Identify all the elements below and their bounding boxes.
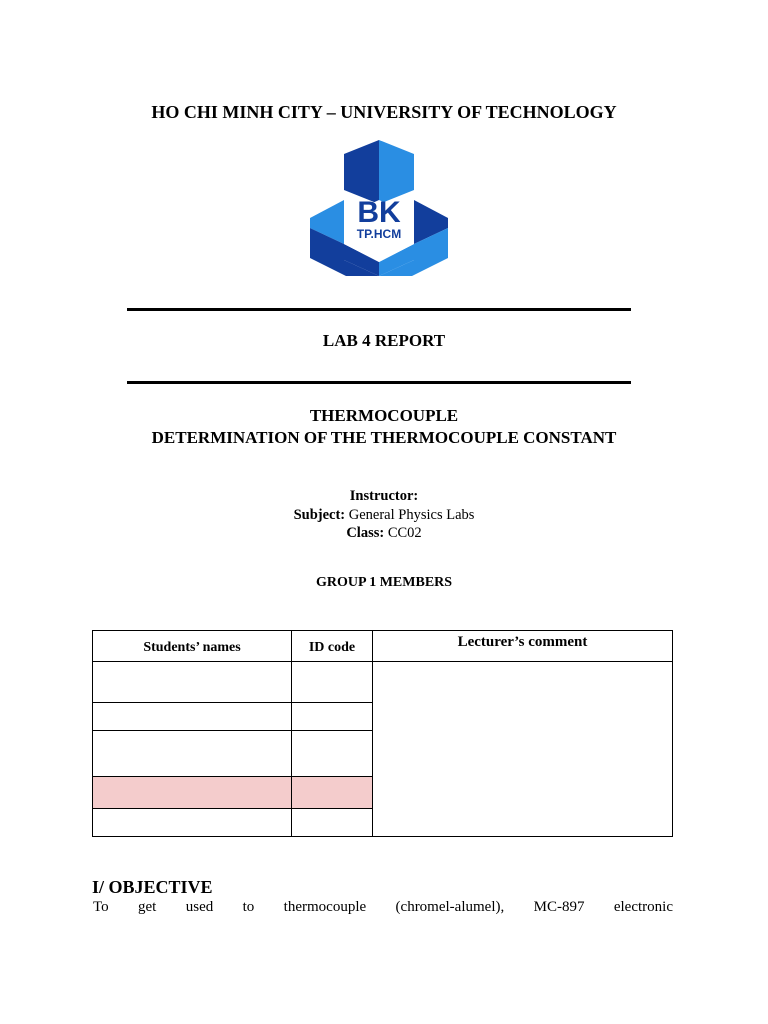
course-info	[0, 487, 768, 543]
subject-label: Subject:	[293, 506, 346, 523]
student-name-cell	[93, 662, 292, 703]
report-topic	[0, 405, 768, 449]
student-id-cell	[292, 662, 373, 703]
table-row	[93, 662, 673, 703]
student-name-cell	[93, 731, 292, 777]
university-title: HO CHI MINH CITY – UNIVERSITY OF TECHNOLOGY	[151, 102, 617, 122]
subject-line	[0, 506, 768, 525]
members-table	[92, 630, 673, 837]
group-title: GROUP 1 MEMBERS	[315, 575, 453, 590]
divider-bottom	[127, 381, 631, 384]
header-id-code: ID code	[292, 631, 373, 662]
university-logo	[310, 140, 448, 276]
instructor-label: Instructor:	[349, 488, 419, 504]
class-label: Class:	[346, 525, 385, 541]
objective-text: To get used to thermocouple (chromel-alumel), MC-897 electronic	[93, 899, 673, 915]
student-id-cell	[292, 809, 373, 837]
logo-text-main: BK	[357, 196, 401, 229]
logo-text-sub: TP.HCM	[356, 227, 402, 241]
table-header-row	[93, 631, 673, 662]
student-id-cell	[292, 731, 373, 777]
student-name-cell	[93, 777, 292, 809]
class-value: CC02	[387, 525, 422, 541]
instructor-line	[0, 487, 768, 506]
objective-heading: I/ OBJECTIVE	[92, 877, 213, 897]
student-id-cell	[292, 703, 373, 731]
class-line	[0, 524, 768, 543]
topic-line-2: DETERMINATION OF THE THERMOCOUPLE CONSTANT	[151, 428, 617, 447]
student-id-cell	[292, 777, 373, 809]
topic-line-1: THERMOCOUPLE	[309, 406, 459, 425]
header-lecturer-comment: Lecturer’s comment	[373, 631, 673, 662]
subject-value: General Physics Labs	[348, 506, 475, 523]
header-students-names: Students’ names	[93, 631, 292, 662]
student-name-cell	[93, 703, 292, 731]
student-name-cell	[93, 809, 292, 837]
report-title: LAB 4 REPORT	[322, 331, 446, 350]
divider-top	[127, 308, 631, 311]
lecturer-comment-cell	[373, 662, 673, 837]
